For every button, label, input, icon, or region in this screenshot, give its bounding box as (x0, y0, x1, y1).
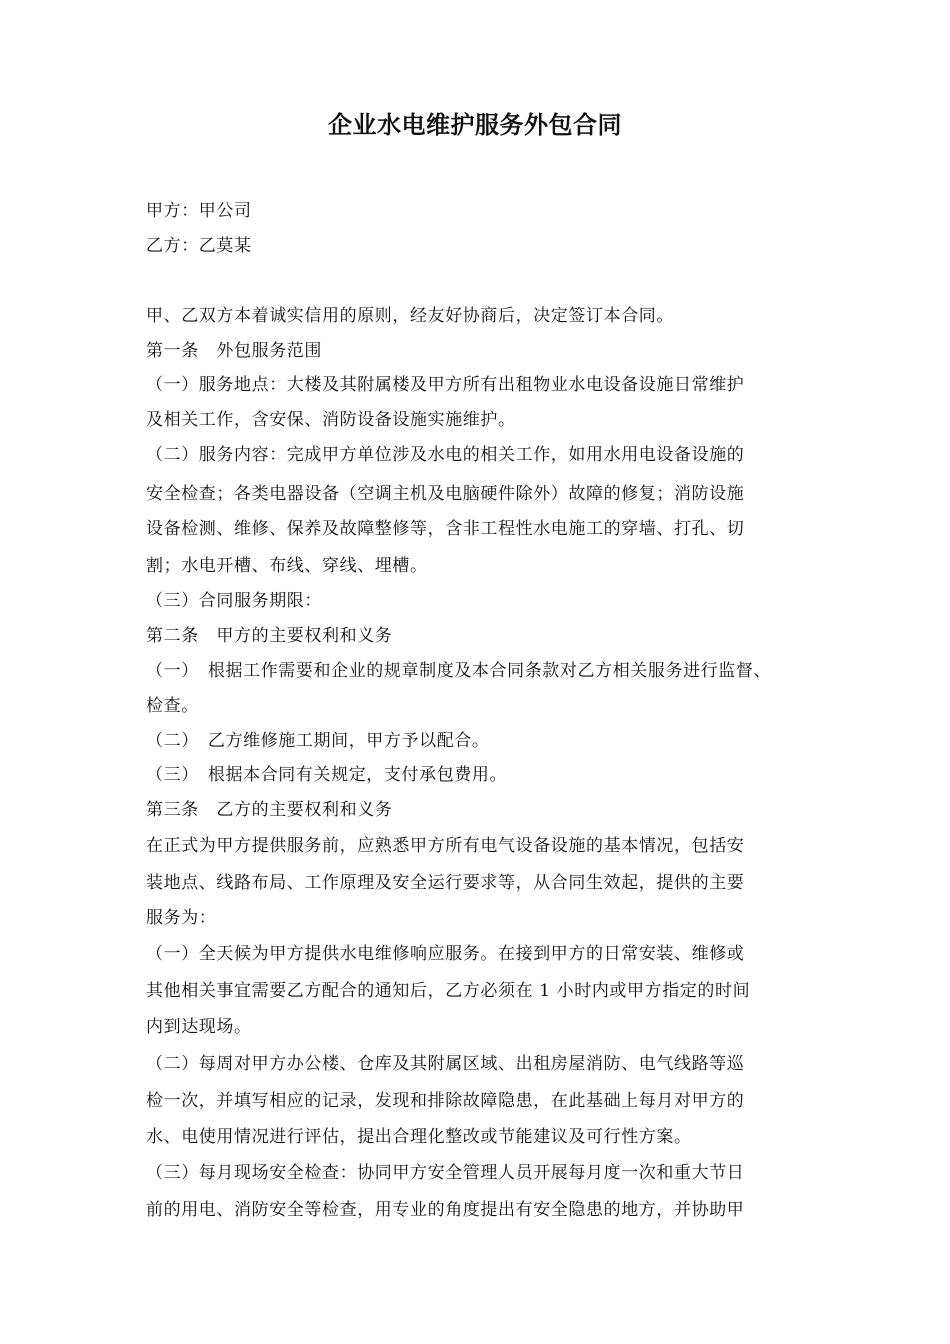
article-heading: 第三条 乙方的主要权利和义务 (146, 800, 393, 820)
article-heading: 第二条 甲方的主要权利和义务 (146, 626, 393, 646)
paragraph-line: （三） 根据本合同有关规定，支付承包费用。 (146, 765, 508, 785)
paragraph-line: （一） 根据工作需要和企业的规章制度及本合同条款对乙方相关服务进行监督、 (146, 661, 772, 681)
document-title: 企业水电维护服务外包合同 (328, 111, 622, 139)
paragraph-line: （二）服务内容：完成甲方单位涉及水电的相关工作，如用水用电设备设施的 (146, 445, 745, 465)
paragraph-line: （二） 乙方维修施工期间，甲方予以配合。 (146, 731, 490, 751)
paragraph-line: 水、电使用情况进行评估，提出合理化整改或节能建议及可行性方案。 (146, 1127, 692, 1147)
paragraph-line: 甲、乙双方本着诚实信用的原则，经友好协商后，决定签订本合同。 (146, 306, 674, 326)
paragraph-line: 在正式为甲方提供服务前，应熟悉甲方所有电气设备设施的基本情况，包括安 (146, 836, 745, 856)
paragraph-line: （一）服务地点：大楼及其附属楼及甲方所有出租物业水电设备设施日常维护 (146, 375, 745, 395)
party-a-line: 甲方：甲公司 (146, 201, 252, 221)
party-b-line: 乙方：乙莫某 (146, 236, 252, 256)
paragraph-line: 前的用电、消防安全等检查，用专业的角度提出有安全隐患的地方，并协助甲 (146, 1200, 745, 1220)
article-heading: 第一条 外包服务范围 (146, 341, 322, 361)
paragraph-line: 服务为： (146, 908, 217, 928)
paragraph-line: 检一次，并填写相应的记录，发现和排除故障隐患，在此基础上每月对甲方的 (146, 1091, 745, 1111)
paragraph-line: 检查。 (146, 696, 199, 716)
paragraph-line: 安全检查；各类电器设备（空调主机及电脑硬件除外）故障的修复；消防设施 (146, 484, 745, 504)
paragraph-line: （三）合同服务期限： (146, 591, 322, 611)
paragraph-line: 及相关工作，含安保、消防设备设施实施维护。 (146, 410, 516, 430)
paragraph-line: （二）每周对甲方办公楼、仓库及其附属区域、出租房屋消防、电气线路等巡 (146, 1054, 745, 1074)
paragraph-line: 其他相关事宜需要乙方配合的通知后，乙方必须在 1 小时内或甲方指定的时间 (146, 981, 751, 1001)
paragraph-line: 装地点、线路布局、工作原理及安全运行要求等，从合同生效起，提供的主要 (146, 873, 745, 893)
paragraph-line: 割；水电开槽、布线、穿线、埋槽。 (146, 556, 428, 576)
paragraph-line: （一）全天候为甲方提供水电维修响应服务。在接到甲方的日常安装、维修或 (146, 944, 745, 964)
paragraph-line: （三）每月现场安全检查：协同甲方安全管理人员开展每月度一次和重大节日 (146, 1163, 745, 1183)
paragraph-line: 内到达现场。 (146, 1017, 252, 1037)
paragraph-line: 设备检测、维修、保养及故障整修等，含非工程性水电施工的穿墙、打孔、切 (146, 519, 745, 539)
